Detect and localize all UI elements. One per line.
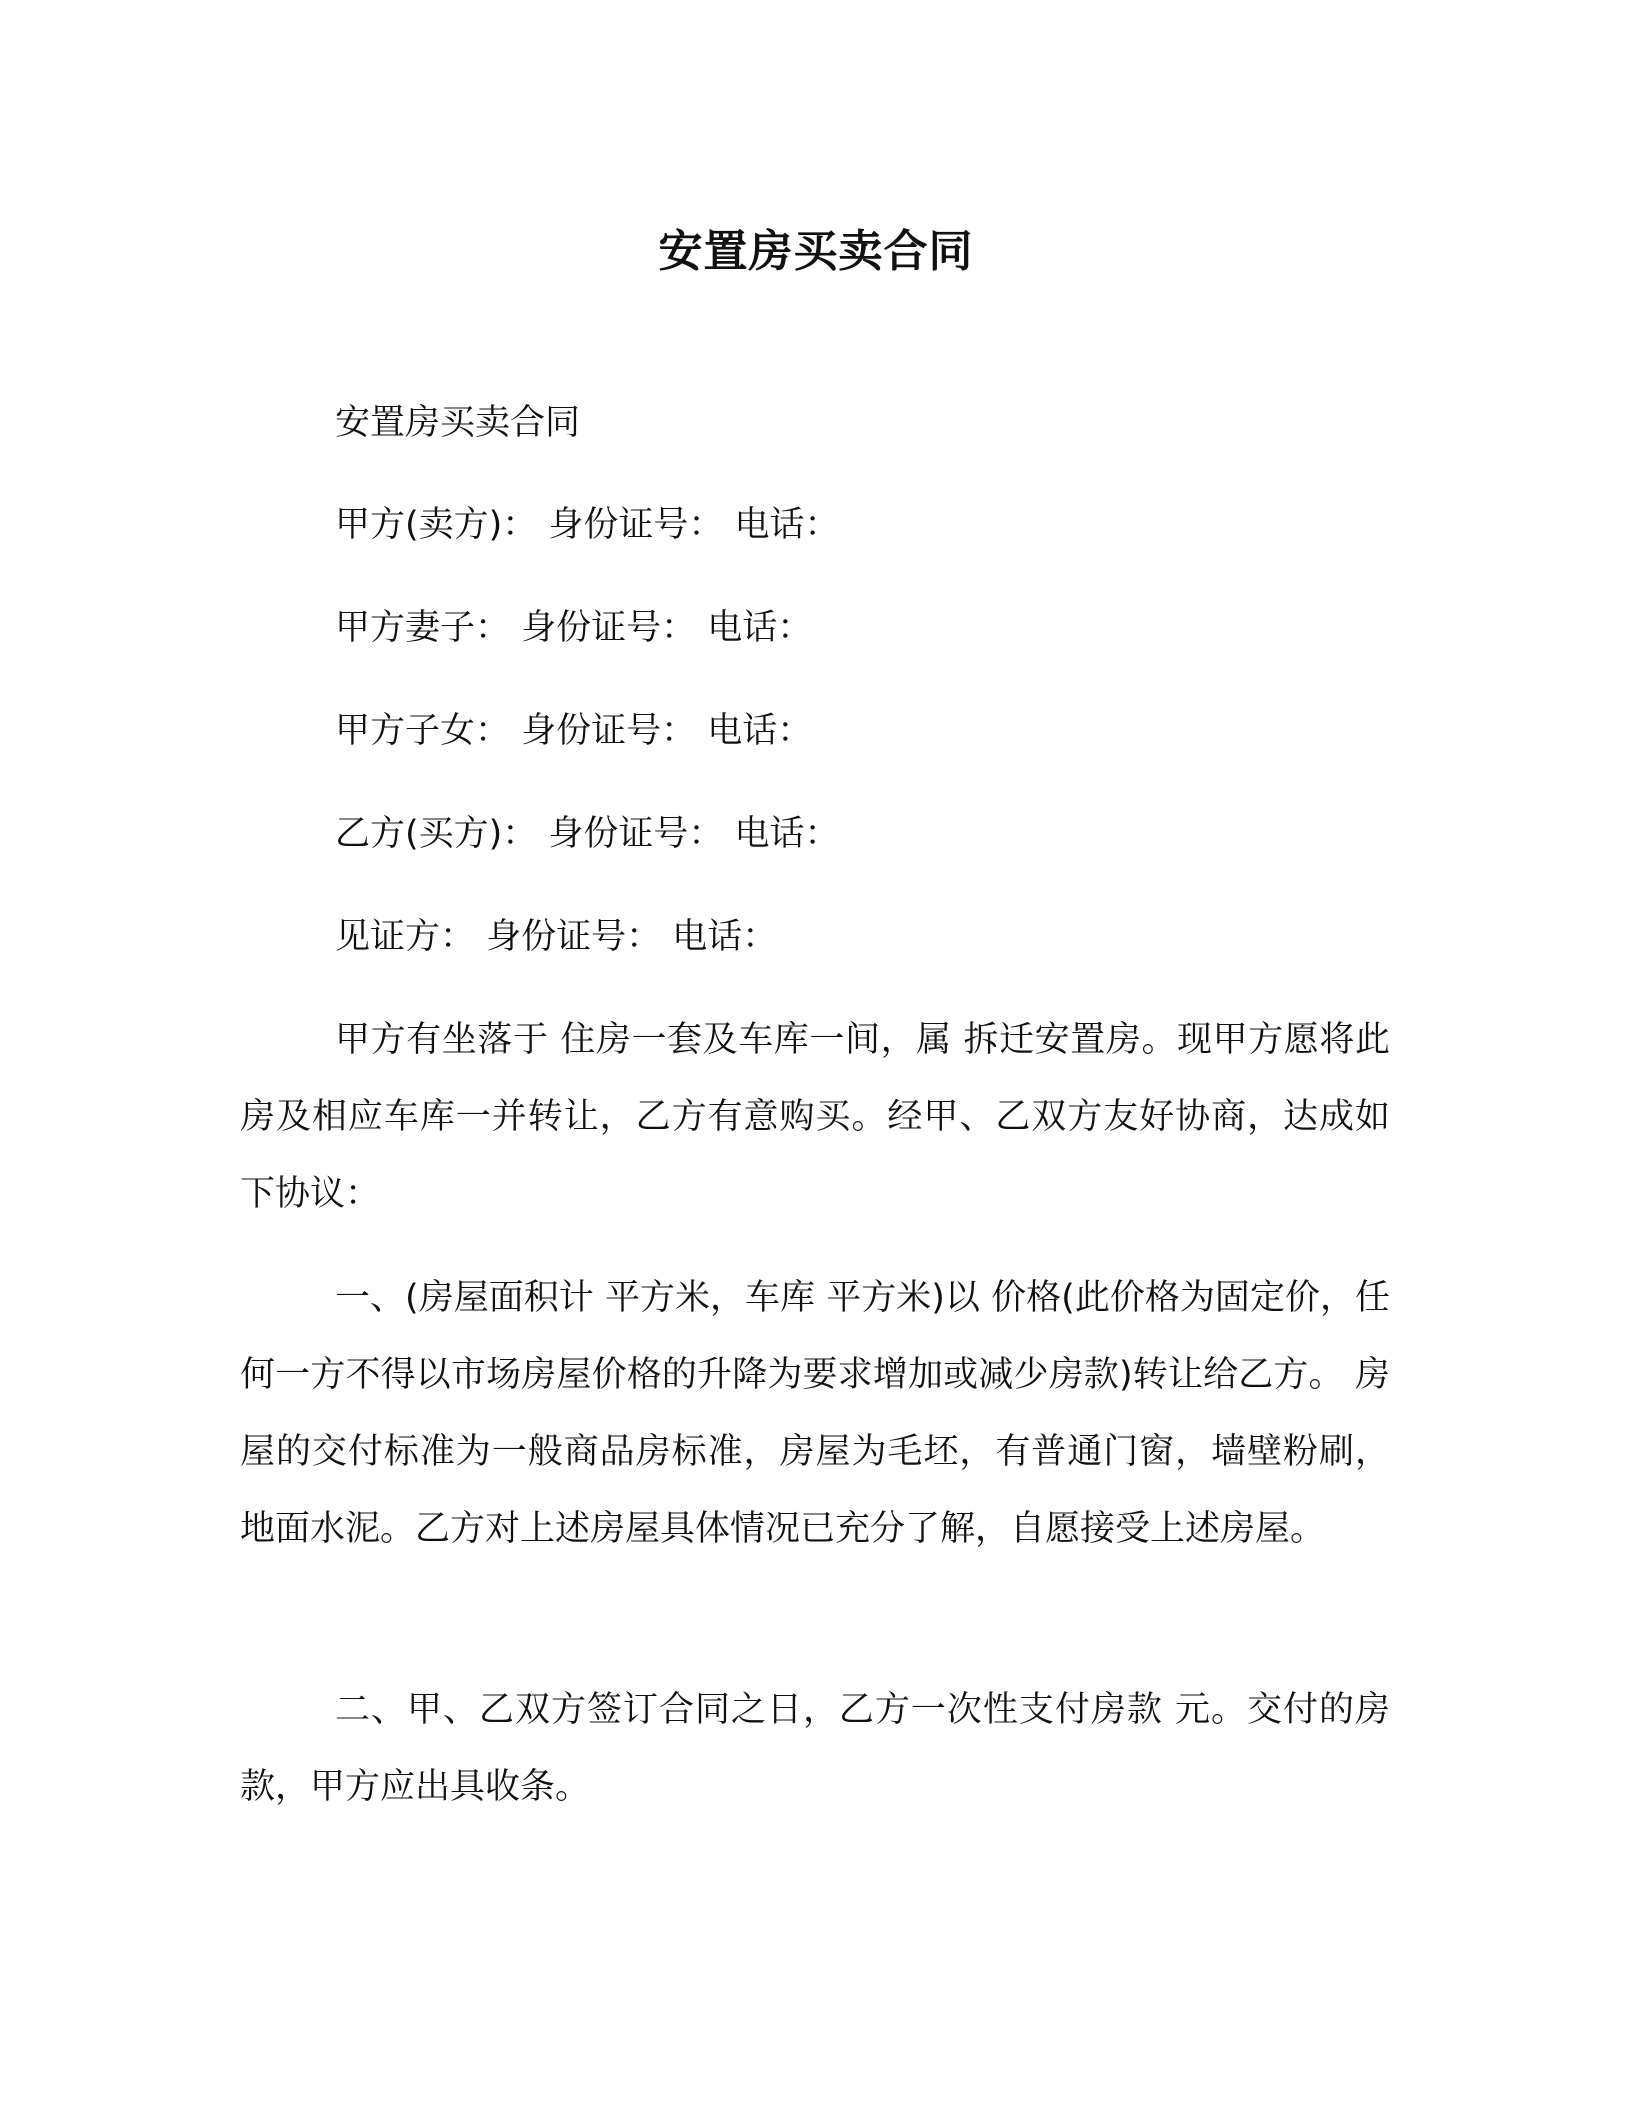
- party-witness: 见证方： 身份证号： 电话：: [335, 917, 778, 957]
- paragraph-intro: 甲方有坐落于 住房一套及车库一间，属 拆迁安置房。现甲方愿将此房及相应车库一并转让，乙方有意购买。经甲、乙双方友好协商，达成如下协议：: [240, 1020, 1390, 1214]
- document-subtitle: 安置房买卖合同: [335, 403, 581, 443]
- paragraph-clause-2: 二、甲、乙双方签订合同之日，乙方一次性支付房款 元。交付的房款，甲方应出具收条。: [240, 1690, 1390, 1807]
- document-title: 安置房买卖合同: [658, 226, 974, 277]
- party-seller-spouse: 甲方妻子： 身份证号： 电话：: [335, 608, 813, 648]
- party-seller: 甲方(卖方)： 身份证号： 电话：: [335, 505, 840, 545]
- paragraph-clause-1: 一、(房屋面积计 平方米，车库 平方米)以 价格(此价格为固定价，任何一方不得以市场房屋价格的升降为要求增加或减少房款)转让给乙方。 房屋的交付标准为一般商品房标准，房屋为毛坯，有普通门窗，墙壁粉刷，地面水泥。乙方对上述房屋具体情况已充分了解，自愿接受上述房屋。: [240, 1278, 1390, 1549]
- party-buyer: 乙方(买方)： 身份证号： 电话：: [335, 814, 840, 854]
- party-seller-children: 甲方子女： 身份证号： 电话：: [335, 711, 813, 751]
